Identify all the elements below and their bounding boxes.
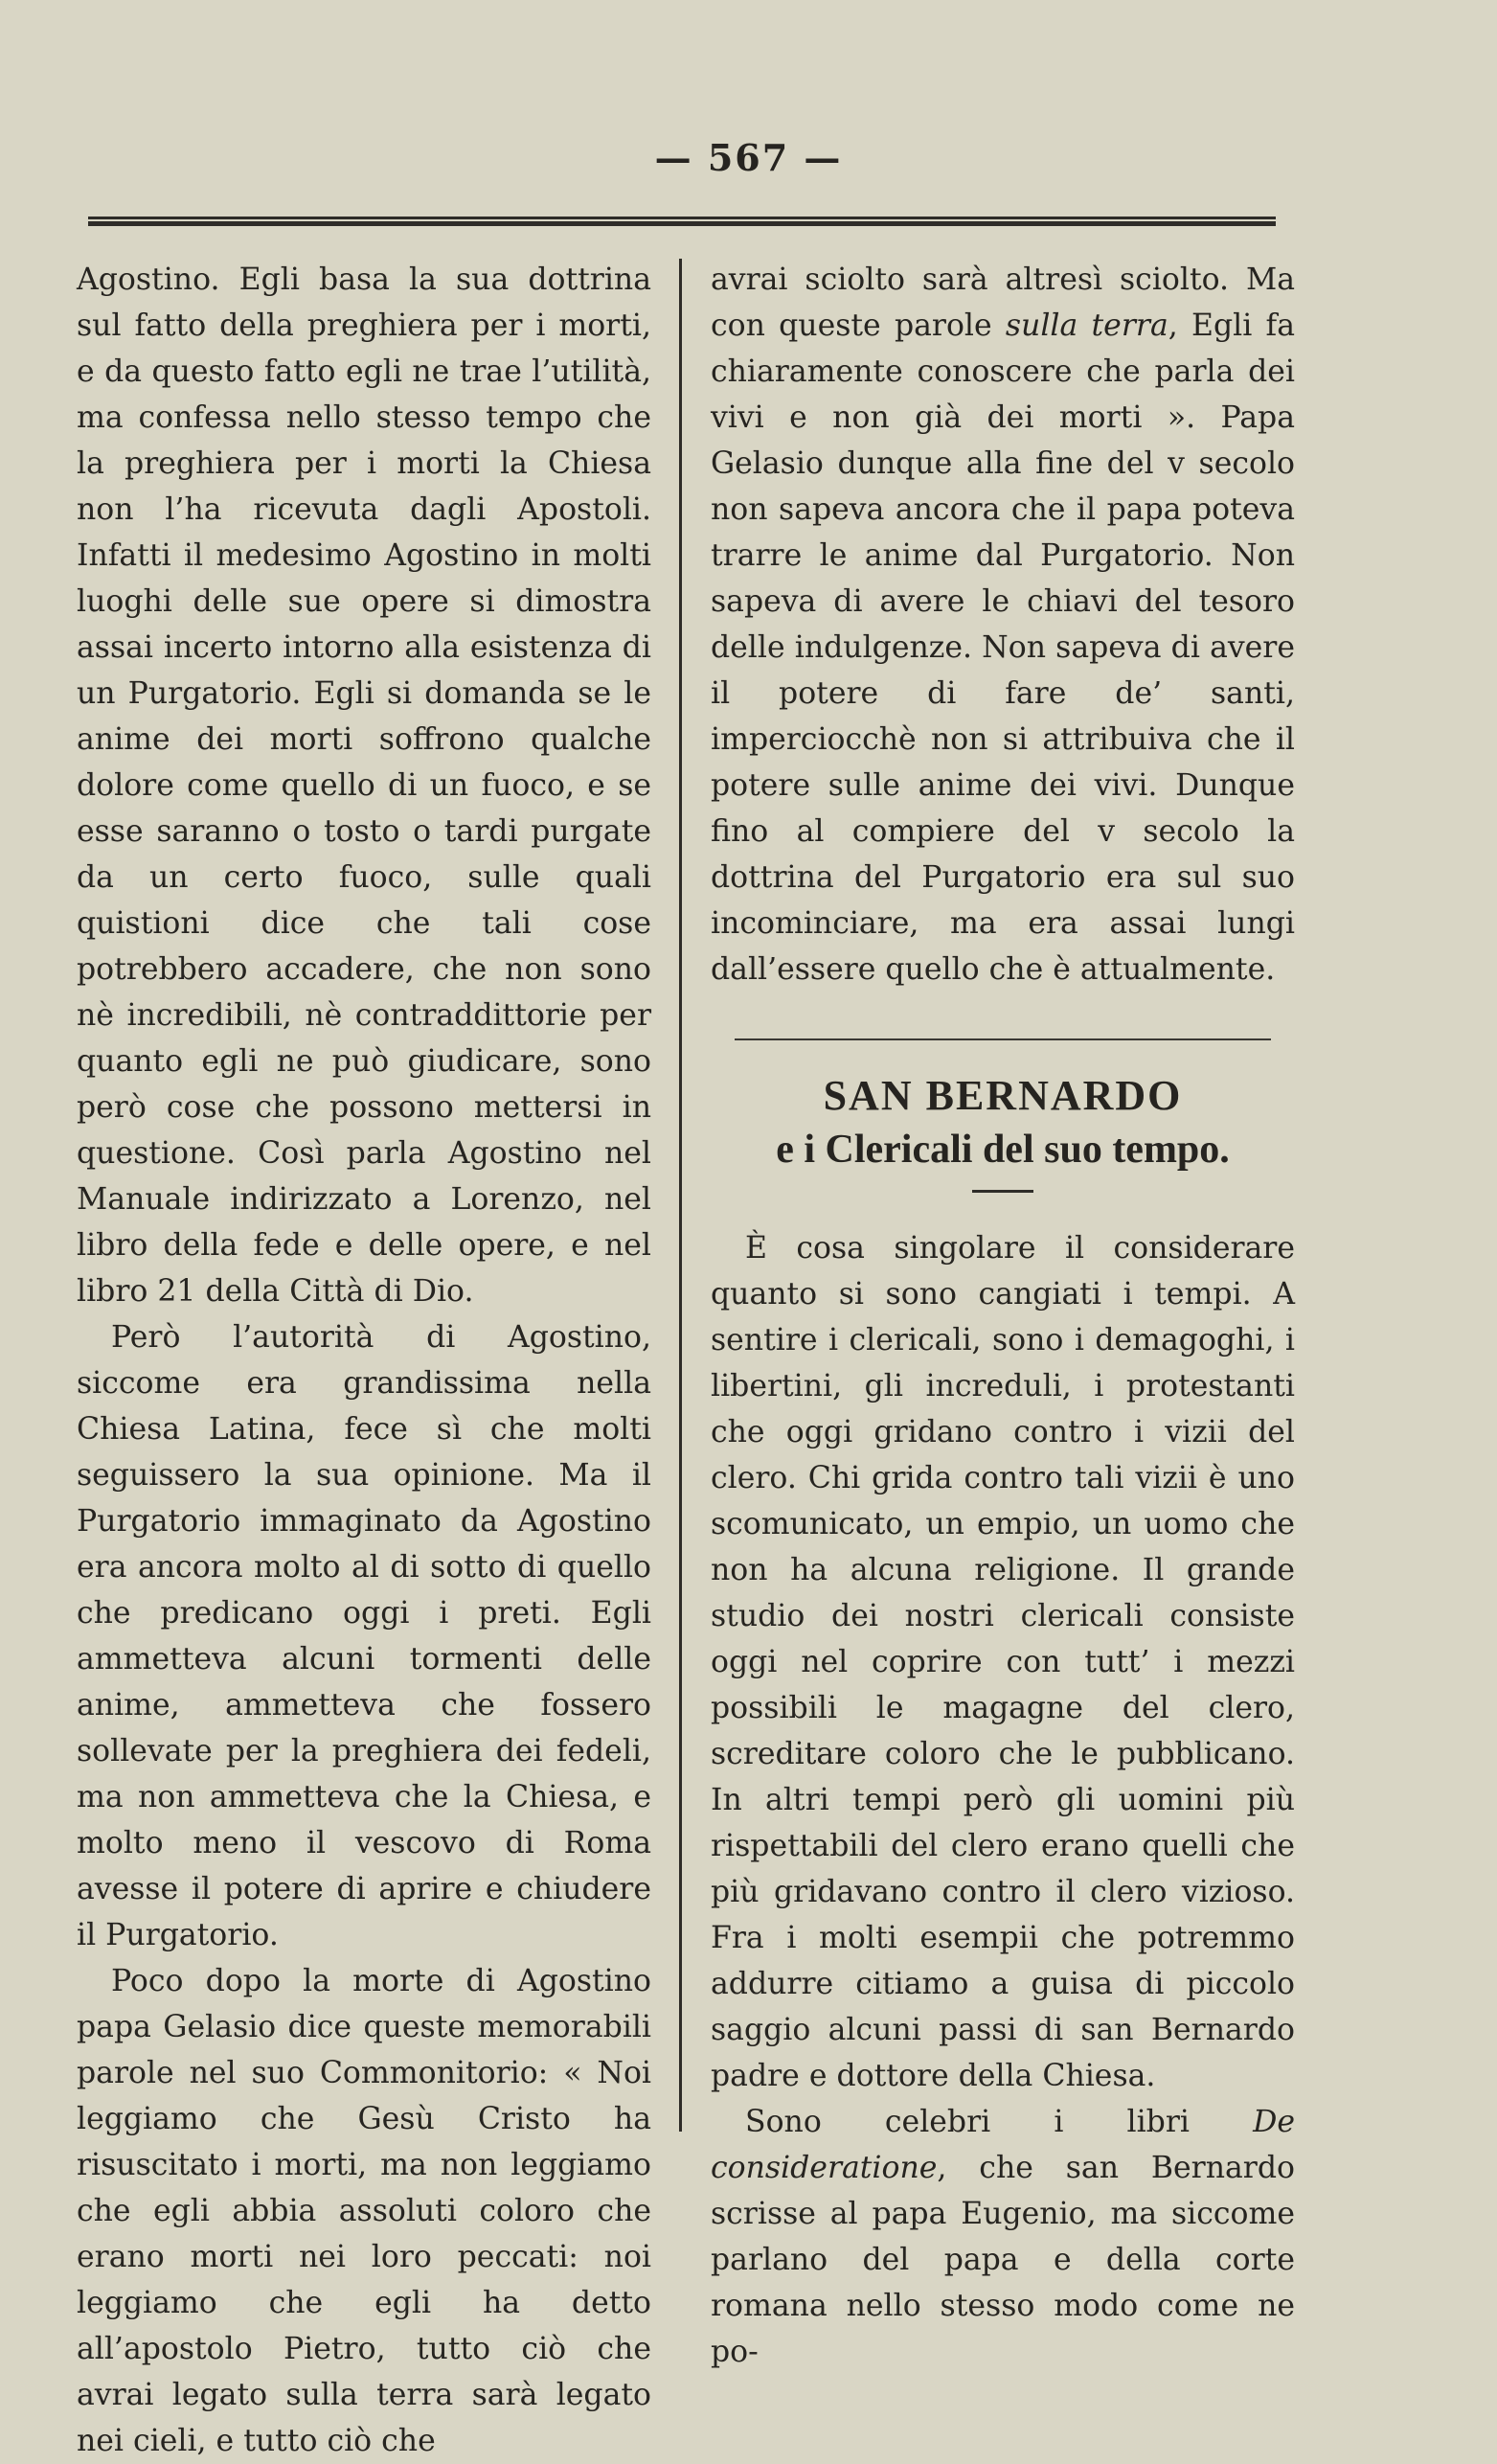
italic-text: sulla terra: [1005, 308, 1168, 343]
text-run: , che san Bernardo scrisse al papa Eugenio, ma siccome parlano del papa e della corte romana nello stesso modo come ne po-: [711, 2151, 1295, 2369]
paragraph: Agostino. Egli basa la sua dottrina sul fatto della preghiera per i morti, e da questo fatto egli ne trae l’utilità, ma confessa nello stesso tempo che la preghiera per i morti la Chiesa non l’ha ricevuta dagli Apostoli. Infatti il medesimo Agostino in molti luoghi delle sue opere si dimostra assai incerto intorno alla esistenza di un Purgatorio. Egli si domanda se le anime dei morti soffrono qualche dolore come quello di un fuoco, e se esse saranno o tosto o tardi purgate da un certo fuoco, sulle quali quistioni dice che tali cose potrebbero accadere, che non sono nè incredibili, nè contraddittorie per quanto egli ne può giudicare, sono però cose che possono mettersi in questione. Così parla Agostino nel Manuale indirizzato a Lorenzo, nel libro della fede e delle opere, e nel libro 21 della Città di Dio.: [77, 262, 651, 1309]
header-double-rule: [88, 217, 1276, 226]
section-rule: [735, 1038, 1271, 1040]
paragraph: [711, 257, 1295, 992]
paragraph: È cosa singolare il considerare quanto si sono cangiati i tempi. A sentire i clericali, sono i demagoghi, i libertini, gli increduli, i protestanti che oggi gridano contro i vizii del clero. Chi grida contro tali vizii è uno scomunicato, un empio, un uomo che non ha alcuna religione. Il grande studio dei nostri clericali consiste oggi nel coprire con tutt’ i mezzi possibili le magagne del clero, screditare coloro che le pubblicano. In altri tempi però gli uomini più rispettabili del clero erano quelli che più gridavano contro il clero vizioso. Fra i molti esempii che potremmo addurre citiamo a guisa di piccolo saggio alcuni passi di san Bernardo padre e dottore della Chiesa.: [711, 1231, 1295, 2093]
text-run: avrai sciolto sarà altresì sciolto. Ma con queste parole: [711, 262, 1295, 343]
paragraph: Poco dopo la morte di Agostino papa Gelasio dice queste memorabili parole nel suo Commonitorio: « Noi leggiamo che Gesù Cristo ha risuscitato i morti, ma non leggiamo che egli abbia assoluti coloro che erano morti nei loro peccati: noi leggiamo che egli ha detto all’apostolo Pietro, tutto ciò che avrai legato sulla terra sarà legato nei cieli, e tutto ciò che: [77, 1964, 651, 2458]
section-heading-title: SAN BERNARDO: [823, 1072, 1183, 1119]
paragraph: Però l’autorità di Agostino, siccome era grandissima nella Chiesa Latina, fece sì che molti seguissero la sua opinione. Ma il Purgatorio immaginato da Agostino era ancora molto al di sotto di quello che predicano oggi i preti. Egli ammetteva alcuni tormenti delle anime, ammetteva che fossero sollevate per la preghiera dei fedeli, ma non ammetteva che la Chiesa, e molto meno il vescovo di Roma avesse il potere di aprire e chiudere il Purgatorio.: [77, 1320, 651, 1952]
right-column: [711, 257, 1295, 2375]
page-number: — 567 —: [654, 136, 843, 179]
left-column: [77, 257, 651, 2464]
paragraph: [711, 2099, 1295, 2375]
italic-text: De consideratione: [711, 2105, 1295, 2185]
section-heading-subtitle: e i Clericali del suo tempo.: [776, 1128, 1230, 1172]
text-run: Sono celebri i libri: [745, 2105, 1254, 2139]
heading-short-rule: [972, 1190, 1033, 1193]
text-run: , Egli fa chiaramente conoscere che parla dei vivi e non già dei morti ». Papa Gelasio dunque alla fine del v secolo non sapeva ancora che il papa poteva trarre le anime dal Purgatorio. Non sapeva di avere le chiavi del tesoro delle indulgenze. Non sapeva di avere il potere di fare de’ santi, imperciocchè non si attribuiva che il potere sulle anime dei vivi. Dunque fino al compiere del v secolo la dottrina del Purgatorio era sul suo incominciare, ma era assai lungi dall’essere quello che è attualmente.: [711, 308, 1295, 987]
column-divider: [679, 259, 682, 2132]
